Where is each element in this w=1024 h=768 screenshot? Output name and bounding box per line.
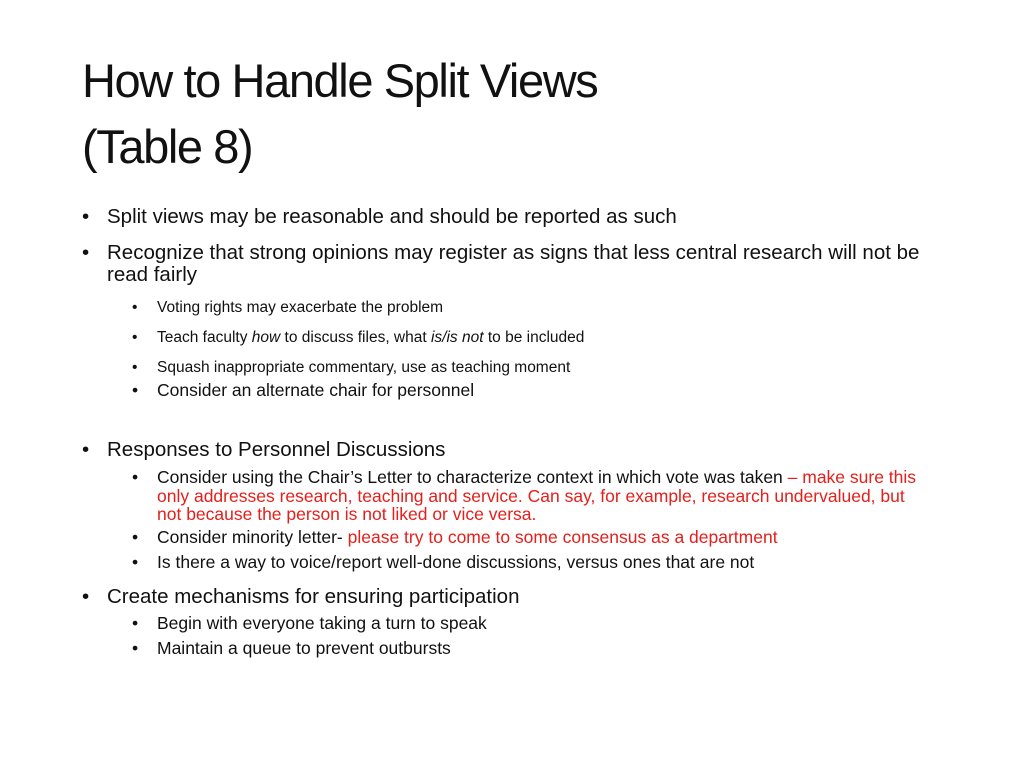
emphasis-is-is-not: is/is not [430, 329, 484, 346]
red-annotation: please try to come to some consensus as a department [347, 527, 778, 547]
title-line-2: (Table 8) [82, 120, 253, 173]
bullet-text: Recognize that strong opinions may register as signs that less central research will not be read fairly [107, 241, 920, 286]
bullet-text: Is there a way to voice/report well-done discussions, versus ones that are not [157, 552, 755, 572]
bullet-dot: • [132, 329, 138, 346]
bullet-responses-personnel [82, 439, 922, 461]
sub-bullet-chairs-letter [132, 468, 922, 524]
bullet-text: Consider an alternate chair for personnel [157, 380, 475, 400]
bullet-text [132, 528, 922, 547]
bullet-text: Voting rights may exacerbate the problem [157, 299, 444, 316]
bullet-split-views [82, 206, 922, 228]
red-annotation: – make sure this only addresses research, teaching and service. Can say, for example, research undervalued, but not because the person is not liked or vice versa. [157, 467, 917, 524]
bullet-dot: • [132, 359, 138, 376]
bullet-dot: • [132, 613, 139, 633]
bullet-dot: • [82, 241, 90, 264]
sub-bullet-minority-letter [132, 528, 922, 547]
bullet-strong-opinions [82, 242, 922, 286]
bullet-text: Begin with everyone taking a turn to speak [157, 613, 487, 633]
sub-bullet-alternate-chair [132, 381, 922, 400]
sub-bullet-squash-commentary [132, 358, 922, 378]
text-segment: to discuss files, what [280, 329, 431, 346]
sub-bullet-voice-report [132, 553, 922, 572]
text-segment: Consider minority letter- [157, 527, 348, 547]
text-segment: to be included [483, 329, 585, 346]
bullet-dot: • [132, 527, 139, 547]
text-segment: Consider using the Chair’s Letter to characterize context in which vote was taken [157, 467, 788, 487]
sub-bullet-queue [132, 639, 922, 658]
text-segment: Teach faculty [157, 329, 252, 346]
bullet-text [132, 328, 922, 348]
bullet-dot: • [132, 467, 139, 487]
sub-bullet-voting-rights [132, 298, 922, 318]
sub-bullet-teach-faculty [132, 328, 922, 348]
sub-bullet-take-turn [132, 614, 922, 633]
bullet-text: Split views may be reasonable and should be reported as such [107, 205, 677, 228]
bullet-dot: • [132, 552, 139, 572]
emphasis-how: how [251, 329, 281, 346]
bullet-dot: • [132, 299, 138, 316]
bullet-text: Squash inappropriate commentary, use as teaching moment [157, 359, 571, 376]
bullet-text: Maintain a queue to prevent outbursts [157, 638, 451, 658]
title-line-1: How to Handle Split Views [82, 54, 598, 107]
bullet-text [132, 468, 922, 524]
bullet-dot: • [82, 438, 90, 461]
bullet-dot: • [132, 380, 139, 400]
bullet-text: Responses to Personnel Discussions [107, 438, 446, 461]
bullet-text: Create mechanisms for ensuring participation [107, 585, 520, 608]
bullet-create-mechanisms [82, 586, 922, 608]
bullet-dot: • [82, 205, 90, 228]
bullet-dot: • [82, 585, 90, 608]
slide-title [82, 48, 962, 180]
bullet-dot: • [132, 638, 139, 658]
